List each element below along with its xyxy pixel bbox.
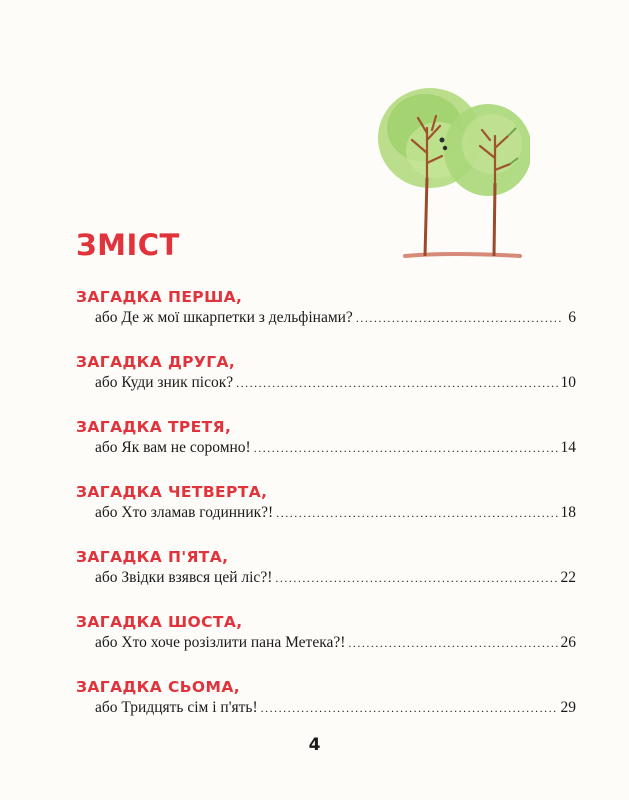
entry-subtitle: або Звідки взявся цей ліс?! <box>95 569 273 586</box>
entry-subtitle: або Тридцять сім і п'ять! <box>95 699 258 716</box>
toc-entry[interactable] <box>76 418 576 483</box>
entry-page-number: 26 <box>560 634 576 651</box>
dot-leader <box>276 503 557 523</box>
dot-leader <box>236 373 557 393</box>
toc-entry[interactable] <box>76 613 576 678</box>
entry-subtitle: або Як вам не соромно! <box>95 439 251 456</box>
entry-heading: ЗАГАДКА П'ЯТА, <box>76 548 229 566</box>
entry-heading: ЗАГАДКА ЧЕТВЕРТА, <box>76 483 268 501</box>
dot-leader <box>275 568 557 588</box>
toc-entry[interactable] <box>76 678 576 743</box>
entry-heading: ЗАГАДКА ТРЕТЯ, <box>76 418 232 436</box>
entry-line <box>95 503 576 523</box>
dot-leader <box>356 308 563 328</box>
dot-leader <box>254 438 558 458</box>
entry-line <box>95 633 576 653</box>
entry-line <box>95 438 576 458</box>
toc-title: ЗМІСТ <box>76 228 180 262</box>
toc-entry[interactable] <box>76 288 576 353</box>
entry-page-number: 14 <box>560 439 576 456</box>
toc-list <box>76 288 576 743</box>
toc-entry[interactable] <box>76 483 576 548</box>
toc-entry[interactable] <box>76 548 576 613</box>
entry-line <box>95 373 576 393</box>
entry-line <box>95 568 576 588</box>
entry-heading: ЗАГАДКА ДРУГА, <box>76 353 236 371</box>
entry-heading: ЗАГАДКА ШОСТА, <box>76 613 243 631</box>
entry-page-number: 6 <box>568 309 576 326</box>
two-trees-icon <box>370 78 530 268</box>
entry-subtitle: або Хто хоче розізлити пана Метека?! <box>95 634 346 651</box>
entry-line <box>95 698 576 718</box>
dot-leader <box>348 633 557 653</box>
entry-subtitle: або Де ж мої шкарпетки з дельфінами? <box>95 309 353 326</box>
entry-line <box>95 308 576 328</box>
entry-page-number: 22 <box>560 569 576 586</box>
toc-entry[interactable] <box>76 353 576 418</box>
entry-heading: ЗАГАДКА ПЕРША, <box>76 288 243 306</box>
entry-heading: ЗАГАДКА СЬОМА, <box>76 678 241 696</box>
entry-subtitle: або Куди зник пісок? <box>95 374 234 391</box>
entry-subtitle: або Хто зламав годинник?! <box>95 504 274 521</box>
page-number: 4 <box>308 735 321 755</box>
entry-page-number: 29 <box>560 699 576 716</box>
entry-page-number: 18 <box>560 504 576 521</box>
entry-page-number: 10 <box>560 374 576 391</box>
dot-leader <box>261 698 558 718</box>
